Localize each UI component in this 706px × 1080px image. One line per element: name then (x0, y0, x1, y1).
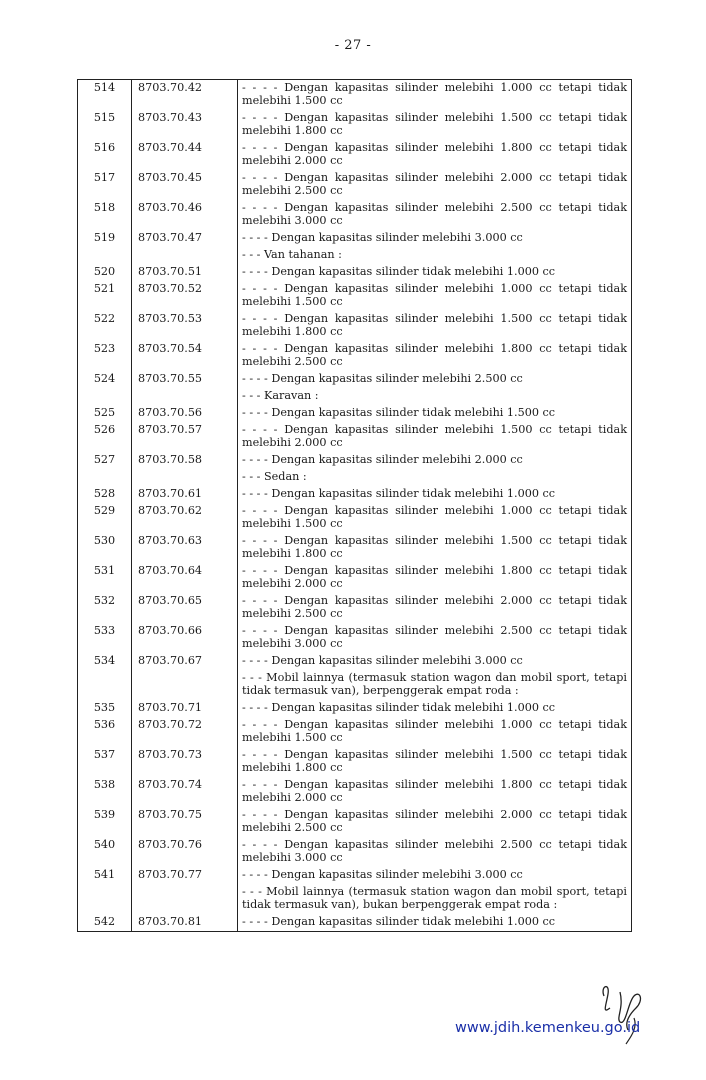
hs-code-cell (132, 884, 238, 914)
description-cell: - - - - Dengan kapasitas silinder tidak melebihi 1.000 cc (238, 914, 632, 932)
hs-code-cell: 8703.70.72 (132, 717, 238, 747)
hs-code-cell: 8703.70.54 (132, 341, 238, 371)
row-number-cell (78, 469, 132, 486)
hs-code-cell: 8703.70.44 (132, 140, 238, 170)
row-number-cell: 537 (78, 747, 132, 777)
table-row (78, 200, 632, 230)
description-cell: - - - - Dengan kapasitas silinder melebihi 2.000 cc tetapi tidak melebihi 2.500 cc (238, 807, 632, 837)
hs-code-cell: 8703.70.76 (132, 837, 238, 867)
page-number: - 27 - (334, 38, 372, 53)
hs-code-cell: 8703.70.61 (132, 486, 238, 503)
hs-code-cell: 8703.70.67 (132, 653, 238, 670)
table-row (78, 653, 632, 670)
description-cell: - - - - Dengan kapasitas silinder melebihi 1.000 cc tetapi tidak melebihi 1.500 cc (238, 503, 632, 533)
hs-code-cell: 8703.70.42 (132, 80, 238, 111)
table-row (78, 914, 632, 932)
footer-website-link[interactable]: www.jdih.kemenkeu.go.id (455, 1020, 641, 1036)
description-cell: - - - - Dengan kapasitas silinder melebihi 3.000 cc (238, 653, 632, 670)
description-cell: - - - Sedan : (238, 469, 632, 486)
table-row (78, 422, 632, 452)
row-number-cell: 514 (78, 80, 132, 111)
hs-code-cell: 8703.70.63 (132, 533, 238, 563)
table-row (78, 867, 632, 884)
description-cell: - - - Mobil lainnya (termasuk station wagon dan mobil sport, tetapi tidak termasuk van), bukan berpenggerak empat roda : (238, 884, 632, 914)
row-number-cell: 530 (78, 533, 132, 563)
table-row (78, 563, 632, 593)
row-number-cell: 516 (78, 140, 132, 170)
row-number-cell: 526 (78, 422, 132, 452)
table-row (78, 884, 632, 914)
table-row (78, 341, 632, 371)
table-row (78, 247, 632, 264)
hs-code-cell (132, 670, 238, 700)
description-cell: - - - - Dengan kapasitas silinder tidak melebihi 1.500 cc (238, 405, 632, 422)
description-cell: - - - - Dengan kapasitas silinder tidak melebihi 1.000 cc (238, 700, 632, 717)
table-row (78, 469, 632, 486)
hs-code-cell: 8703.70.65 (132, 593, 238, 623)
description-cell: - - - - Dengan kapasitas silinder melebihi 1.500 cc tetapi tidak melebihi 1.800 cc (238, 747, 632, 777)
row-number-cell (78, 670, 132, 700)
description-cell: - - - - Dengan kapasitas silinder melebihi 1.000 cc tetapi tidak melebihi 1.500 cc (238, 80, 632, 111)
row-number-cell: 540 (78, 837, 132, 867)
hs-code-cell: 8703.70.62 (132, 503, 238, 533)
table-row (78, 593, 632, 623)
hs-code-cell: 8703.70.64 (132, 563, 238, 593)
row-number-cell: 515 (78, 110, 132, 140)
row-number-cell: 538 (78, 777, 132, 807)
hs-code-cell: 8703.70.55 (132, 371, 238, 388)
description-cell: - - - - Dengan kapasitas silinder melebihi 2.000 cc (238, 452, 632, 469)
row-number-cell: 524 (78, 371, 132, 388)
hs-code-cell: 8703.70.53 (132, 311, 238, 341)
description-cell: - - - - Dengan kapasitas silinder melebihi 1.000 cc tetapi tidak melebihi 1.500 cc (238, 717, 632, 747)
hs-code-cell: 8703.70.47 (132, 230, 238, 247)
table-row (78, 837, 632, 867)
description-cell: - - - - Dengan kapasitas silinder tidak melebihi 1.000 cc (238, 486, 632, 503)
table-row (78, 80, 632, 111)
description-cell: - - - - Dengan kapasitas silinder melebihi 2.500 cc tetapi tidak melebihi 3.000 cc (238, 200, 632, 230)
description-cell: - - - - Dengan kapasitas silinder melebihi 2.500 cc tetapi tidak melebihi 3.000 cc (238, 623, 632, 653)
description-cell: - - - - Dengan kapasitas silinder melebihi 3.000 cc (238, 230, 632, 247)
row-number-cell: 519 (78, 230, 132, 247)
row-number-cell (78, 884, 132, 914)
hs-code-cell: 8703.70.58 (132, 452, 238, 469)
hs-code-cell: 8703.70.46 (132, 200, 238, 230)
row-number-cell: 521 (78, 281, 132, 311)
row-number-cell: 531 (78, 563, 132, 593)
table-row (78, 486, 632, 503)
table-row (78, 533, 632, 563)
table-row (78, 281, 632, 311)
description-cell: - - - Karavan : (238, 388, 632, 405)
description-cell: - - - - Dengan kapasitas silinder melebihi 1.800 cc tetapi tidak melebihi 2.000 cc (238, 563, 632, 593)
table-row (78, 405, 632, 422)
row-number-cell: 539 (78, 807, 132, 837)
row-number-cell: 541 (78, 867, 132, 884)
hs-code-cell: 8703.70.81 (132, 914, 238, 932)
row-number-cell (78, 388, 132, 405)
hs-code-cell: 8703.70.66 (132, 623, 238, 653)
table-row (78, 670, 632, 700)
description-cell: - - - - Dengan kapasitas silinder melebihi 1.800 cc tetapi tidak melebihi 2.000 cc (238, 140, 632, 170)
hs-code-cell: 8703.70.51 (132, 264, 238, 281)
row-number-cell: 527 (78, 452, 132, 469)
description-cell: - - - - Dengan kapasitas silinder melebihi 2.000 cc tetapi tidak melebihi 2.500 cc (238, 593, 632, 623)
table-row (78, 807, 632, 837)
table-row (78, 503, 632, 533)
signature-mark (590, 978, 660, 1048)
description-cell: - - - - Dengan kapasitas silinder melebihi 1.500 cc tetapi tidak melebihi 1.800 cc (238, 311, 632, 341)
table-row (78, 230, 632, 247)
table-row (78, 452, 632, 469)
hs-code-cell: 8703.70.57 (132, 422, 238, 452)
hs-code-cell (132, 469, 238, 486)
table-row (78, 371, 632, 388)
hs-code-cell: 8703.70.52 (132, 281, 238, 311)
row-number-cell: 518 (78, 200, 132, 230)
description-cell: - - - - Dengan kapasitas silinder melebihi 1.500 cc tetapi tidak melebihi 1.800 cc (238, 110, 632, 140)
hs-code-cell: 8703.70.43 (132, 110, 238, 140)
table-row (78, 140, 632, 170)
description-cell: - - - - Dengan kapasitas silinder melebihi 1.500 cc tetapi tidak melebihi 2.000 cc (238, 422, 632, 452)
table-row (78, 110, 632, 140)
row-number-cell: 517 (78, 170, 132, 200)
table-row (78, 700, 632, 717)
row-number-cell: 542 (78, 914, 132, 932)
description-cell: - - - - Dengan kapasitas silinder melebihi 1.800 cc tetapi tidak melebihi 2.000 cc (238, 777, 632, 807)
hs-code-cell: 8703.70.74 (132, 777, 238, 807)
tariff-table (77, 79, 632, 932)
row-number-cell: 536 (78, 717, 132, 747)
hs-code-cell (132, 388, 238, 405)
table-row (78, 747, 632, 777)
hs-code-cell: 8703.70.56 (132, 405, 238, 422)
hs-code-cell: 8703.70.45 (132, 170, 238, 200)
row-number-cell: 529 (78, 503, 132, 533)
description-cell: - - - - Dengan kapasitas silinder melebihi 2.500 cc tetapi tidak melebihi 3.000 cc (238, 837, 632, 867)
description-cell: - - - - Dengan kapasitas silinder melebihi 2.500 cc (238, 371, 632, 388)
row-number-cell: 520 (78, 264, 132, 281)
description-cell: - - - - Dengan kapasitas silinder melebihi 1.500 cc tetapi tidak melebihi 1.800 cc (238, 533, 632, 563)
table-row (78, 170, 632, 200)
row-number-cell (78, 247, 132, 264)
description-cell: - - - Mobil lainnya (termasuk station wagon dan mobil sport, tetapi tidak termasuk van), berpenggerak empat roda : (238, 670, 632, 700)
description-cell: - - - - Dengan kapasitas silinder melebihi 2.000 cc tetapi tidak melebihi 2.500 cc (238, 170, 632, 200)
row-number-cell: 534 (78, 653, 132, 670)
row-number-cell: 532 (78, 593, 132, 623)
row-number-cell: 535 (78, 700, 132, 717)
hs-code-cell: 8703.70.71 (132, 700, 238, 717)
description-cell: - - - - Dengan kapasitas silinder melebihi 1.800 cc tetapi tidak melebihi 2.500 cc (238, 341, 632, 371)
description-cell: - - - - Dengan kapasitas silinder melebihi 3.000 cc (238, 867, 632, 884)
row-number-cell: 528 (78, 486, 132, 503)
table-row (78, 311, 632, 341)
row-number-cell: 523 (78, 341, 132, 371)
hs-code-cell: 8703.70.77 (132, 867, 238, 884)
table-row (78, 623, 632, 653)
description-cell: - - - - Dengan kapasitas silinder tidak melebihi 1.000 cc (238, 264, 632, 281)
hs-code-cell: 8703.70.73 (132, 747, 238, 777)
table-row (78, 777, 632, 807)
table-row (78, 264, 632, 281)
table-row (78, 717, 632, 747)
table-row (78, 388, 632, 405)
description-cell: - - - - Dengan kapasitas silinder melebihi 1.000 cc tetapi tidak melebihi 1.500 cc (238, 281, 632, 311)
row-number-cell: 533 (78, 623, 132, 653)
hs-code-cell: 8703.70.75 (132, 807, 238, 837)
description-cell: - - - Van tahanan : (238, 247, 632, 264)
hs-code-cell (132, 247, 238, 264)
row-number-cell: 525 (78, 405, 132, 422)
row-number-cell: 522 (78, 311, 132, 341)
